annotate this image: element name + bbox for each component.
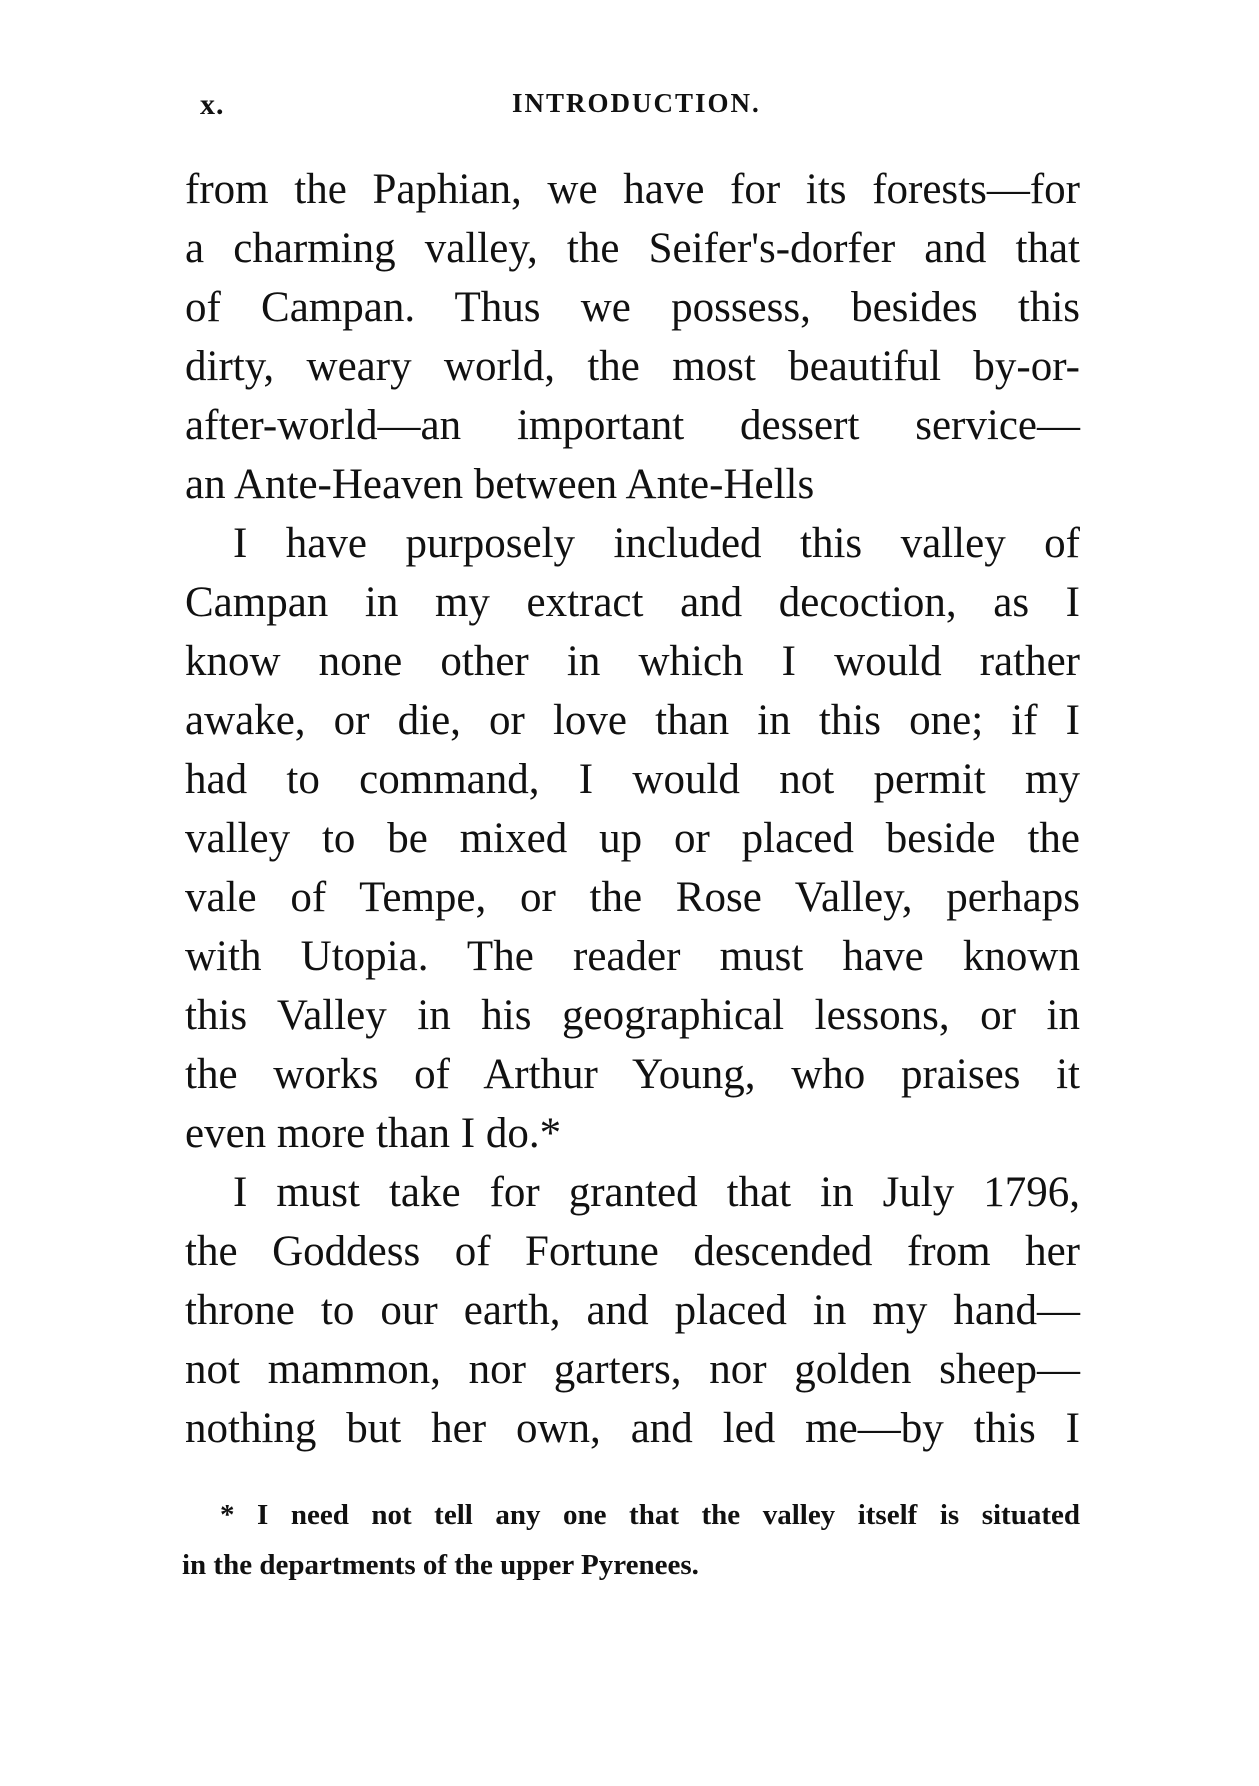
text-line: had to command, I would not permit my bbox=[185, 756, 1080, 803]
text-line: the Goddess of Fortune descended from her bbox=[185, 1228, 1080, 1275]
text-line: Campan in my extract and decoction, as I bbox=[185, 579, 1080, 626]
text-line: a charming valley, the Seifer's-dorfer and that bbox=[185, 225, 1080, 272]
text-line: awake, or die, or love than in this one; if I bbox=[185, 697, 1080, 744]
text-line: an Ante-Heaven between Ante-Hells bbox=[185, 461, 815, 508]
text-line: from the Paphian, we have for its forests—for bbox=[185, 166, 1080, 213]
footnote-line: in the departments of the upper Pyrenees. bbox=[182, 1549, 699, 1581]
text-line: the works of Arthur Young, who praises it bbox=[185, 1051, 1080, 1098]
footnote-line: * I need not tell any one that the valley itself is situated bbox=[220, 1499, 1080, 1531]
text-line: I must take for granted that in July 1796, bbox=[233, 1169, 1080, 1216]
text-line: dirty, weary world, the most beautiful by-or- bbox=[185, 343, 1080, 390]
page-header bbox=[200, 88, 1080, 128]
page-number: x. bbox=[200, 88, 225, 121]
text-line: with Utopia. The reader must have known bbox=[185, 933, 1080, 980]
text-line: even more than I do.* bbox=[185, 1110, 562, 1157]
body-text bbox=[185, 160, 1080, 1458]
text-line: I have purposely included this valley of bbox=[233, 520, 1080, 567]
text-line: know none other in which I would rather bbox=[185, 638, 1080, 685]
text-line: after-world—an important dessert service— bbox=[185, 402, 1080, 449]
footnote bbox=[182, 1490, 1080, 1590]
running-head: INTRODUCTION. bbox=[512, 88, 761, 118]
text-line: of Campan. Thus we possess, besides this bbox=[185, 284, 1080, 331]
text-line: valley to be mixed up or placed beside the bbox=[185, 815, 1080, 862]
text-line: throne to our earth, and placed in my hand— bbox=[185, 1287, 1080, 1334]
text-line: this Valley in his geographical lessons, or in bbox=[185, 992, 1080, 1039]
text-line: not mammon, nor garters, nor golden sheep— bbox=[185, 1346, 1080, 1393]
text-line: nothing but her own, and led me—by this I bbox=[185, 1405, 1080, 1452]
text-line: vale of Tempe, or the Rose Valley, perhaps bbox=[185, 874, 1080, 921]
